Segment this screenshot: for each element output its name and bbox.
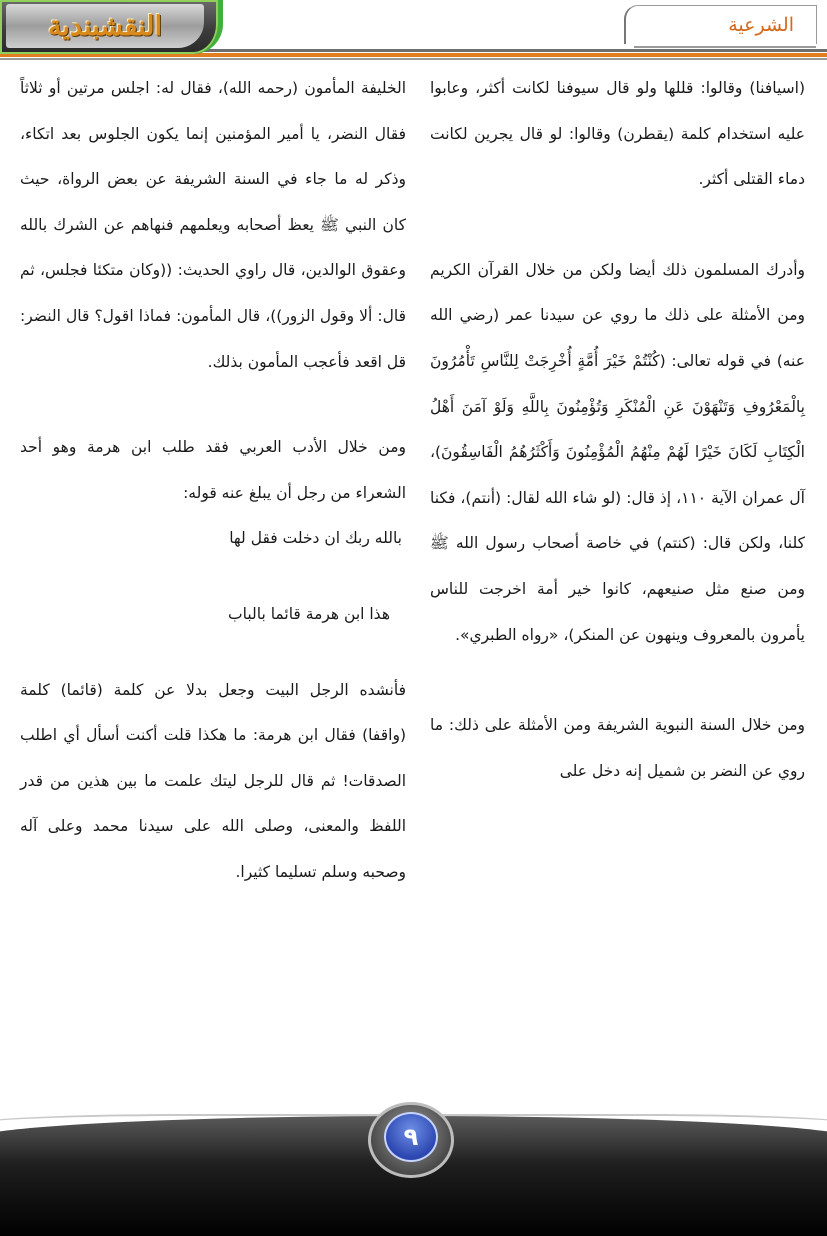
page-number-disc — [384, 1112, 438, 1162]
verse-gap — [20, 638, 406, 668]
page-number: ٩ — [403, 1123, 419, 1151]
magazine-title-tab — [0, 0, 223, 54]
page-footer — [0, 1098, 827, 1169]
section-title: الشرعية — [728, 14, 794, 36]
paragraph: فأنشده الرجل البيت وجعل بدلا عن كلمة (قائما) كلمة (واقفا) فقال ابن هرمة: ما هكذا قلت أكنت أسأل أي اطلب الصدقات! ثم قال للرجل ليتك علمت ما بين هذين من قدر اللفظ والمعنى، وصلى الله على سيدنا محمد وعلى آله وصحبه وسلم تسليما كثيرا. — [20, 680, 406, 881]
right-column — [430, 66, 805, 794]
poem-verse: بالله ربك ان دخلت فقل لها — [229, 529, 402, 548]
page-header — [0, 0, 827, 62]
paragraph-gap — [430, 203, 805, 248]
magazine-title-plate — [6, 4, 204, 48]
paragraph: الخليفة المأمون (رحمه الله)، فقال له: اجلس مرتين أو ثلاثاً فقال النضر، يا أمير المؤمنين إنما يكون الجلوس بعد اتكاء، وذكر له ما جاء في السنة الشريفة عن بعض الرواة، حيث كان النبي ﷺ يعظ أصحابه ويعلمهم فنهاهم عن الشرك بالله وعقوق الوالدين، قال راوي الحديث: ((وكان متكئا فجلس، ثم قال: ألا وقول الزور))، قال المأمون: فماذا اقول؟ قال النضر: قل اقعد فأعجب المأمون بذلك. — [20, 79, 406, 371]
section-tab — [624, 5, 817, 44]
verse-gap — [20, 562, 406, 592]
paragraph-gap — [430, 658, 805, 703]
paragraph: (اسيافنا) وقالوا: قللها ولو قال سيوفنا لكانت أكثر، وعابوا عليه استخدام كلمة (يقطرن) وقالوا: لو قال يجرين لكانت دماء القتلى أكثر. — [430, 79, 805, 189]
poem-verse: هذا ابن هرمة قائما بالباب — [228, 604, 390, 623]
magazine-title: النقشبندية — [47, 10, 163, 42]
paragraph: وأدرك المسلمون ذلك أيضا ولكن من خلال القرآن الكريم ومن الأمثلة على ذلك ما روي عن سيدنا عمر (رضي الله عنه) في قوله تعالى: (كُنْتُمْ خَيْرَ أُمَّةٍ أُخْرِجَتْ لِلنَّاسِ تَأْمُرُونَ بِالْمَعْرُوفِ وَتَنْهَوْنَ عَنِ الْمُنْكَرِ وَتُؤْمِنُونَ بِاللَّهِ وَلَوْ آمَنَ أَهْلُ الْكِتَابِ لَكَانَ خَيْرًا لَهُمْ مِنْهُمُ الْمُؤْمِنُونَ وَأَكْثَرُهُمُ الْفَاسِقُونَ)، آل عمران الآية ١١٠، إذ قال: (لو شاء الله لقال: (أنتم)، فكنا كلنا، ولكن قال: (كنتم) في خاصة أصحاب رسول الله ﷺ ومن صنع مثل صنيعهم، كانوا خير أمة اخرجت للناس يأمرون بالمعروف وينهون عن المنكر)، «رواه الطبري». — [430, 260, 805, 644]
paragraph: ومن خلال السنة النبوية الشريفة ومن الأمثلة على ذلك: ما روي عن النضر بن شميل إنه دخل على — [430, 716, 805, 780]
paragraph-gap — [20, 385, 406, 425]
header-divider-bottom — [0, 58, 827, 60]
page-number-badge — [368, 1102, 454, 1178]
left-column — [20, 66, 406, 896]
paragraph: ومن خلال الأدب العربي فقد طلب ابن هرمة وهو أحد الشعراء من رجل أن يبلغ عنه قوله: — [20, 438, 406, 502]
